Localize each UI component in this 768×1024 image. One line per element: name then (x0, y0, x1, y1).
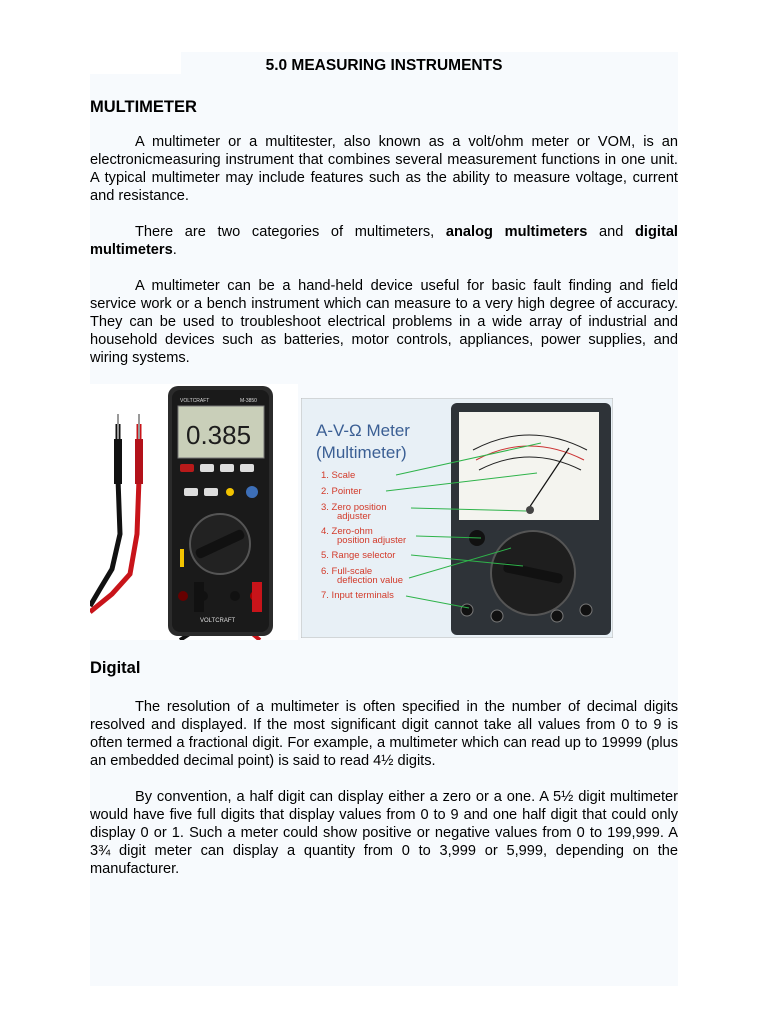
analog-part-5: 5. Range selector (321, 550, 396, 561)
paragraph-resolution: The resolution of a multimeter is often specified in the number of decimal digits resolved and displayed. If the most significant digit cannot take all values from 0 to 9 is often termed a fractional digit. For example, a multimeter which can read up to 19999 (plus an embedded decimal point) is said to read 4½ digits. (90, 699, 678, 769)
lcd-reading: 0.385 (186, 420, 252, 450)
digital-multimeters-term: digital multimeters (90, 224, 678, 258)
analog-title-line1: A-V-Ω Meter (316, 421, 410, 440)
categories-text-before: There are two categories of multimeters, (135, 224, 446, 240)
analog-part-4: 4. Zero-ohm (321, 526, 373, 537)
analog-part-6-cont: deflection value (337, 575, 404, 586)
heading-multimeter: MULTIMETER (90, 98, 197, 116)
analog-multimeters-term: analog multimeters (445, 224, 588, 240)
page-title: 5.0 MEASURING INSTRUMENTS (265, 57, 503, 74)
document-content (90, 52, 678, 878)
analog-part-2: 2. Pointer (321, 486, 362, 497)
digital-meter-brand: VOLTCRAFT (180, 398, 210, 404)
paragraph-uses: A multimeter can be a hand-held device useful for basic fault finding and field service work or a bench instrument which can measure to a very high degree of accuracy. They can be used to troubleshoot electrical problems in a wide array of industrial and household devices such as batteries, motor controls, appliances, power supplies, and wiring systems. (90, 278, 678, 366)
multimeter-images (90, 384, 678, 640)
analog-title-line2: (Multimeter) (316, 443, 407, 462)
meter-scale-face (459, 412, 599, 520)
analog-part-6: 6. Full-scale (321, 566, 373, 577)
analog-multimeter-image (301, 398, 613, 638)
categories-text-after: . (172, 242, 177, 258)
analog-part-3-cont: adjuster (337, 511, 371, 522)
analog-part-7: 7. Input terminals (321, 590, 394, 601)
svg-text:VOLTCRAFT: VOLTCRAFT (200, 618, 236, 624)
analog-part-3: 3. Zero position (321, 502, 387, 513)
paragraph-categories (90, 223, 678, 259)
heading-digital: Digital (90, 659, 141, 677)
analog-part-1: 1. Scale (321, 470, 356, 481)
analog-part-4-cont: position adjuster (337, 535, 407, 546)
paragraph-definition: A multimeter or a multitester, also known as a volt/ohm meter or VOM, is an electronicmeasuring instrument that combines several measurement functions in one unit. A typical multimeter may include features such as the ability to measure voltage, current and resistance. (90, 134, 678, 204)
digital-meter-model: M-3850 (240, 398, 257, 404)
categories-text-middle: and (587, 224, 636, 240)
digital-multimeter-image (90, 384, 298, 640)
paragraph-half-digit: By convention, a half digit can display either a zero or a one. A 5½ digit multimeter would have five full digits that display values from 0 to 9 and one half digit that could only display 0 or 1. Such a meter could show positive or negative values from 0 to 199,999. A 3¾ digit meter can display a quantity from 0 to 3,999 or 5,999, depending on the manufacturer. (90, 789, 678, 877)
